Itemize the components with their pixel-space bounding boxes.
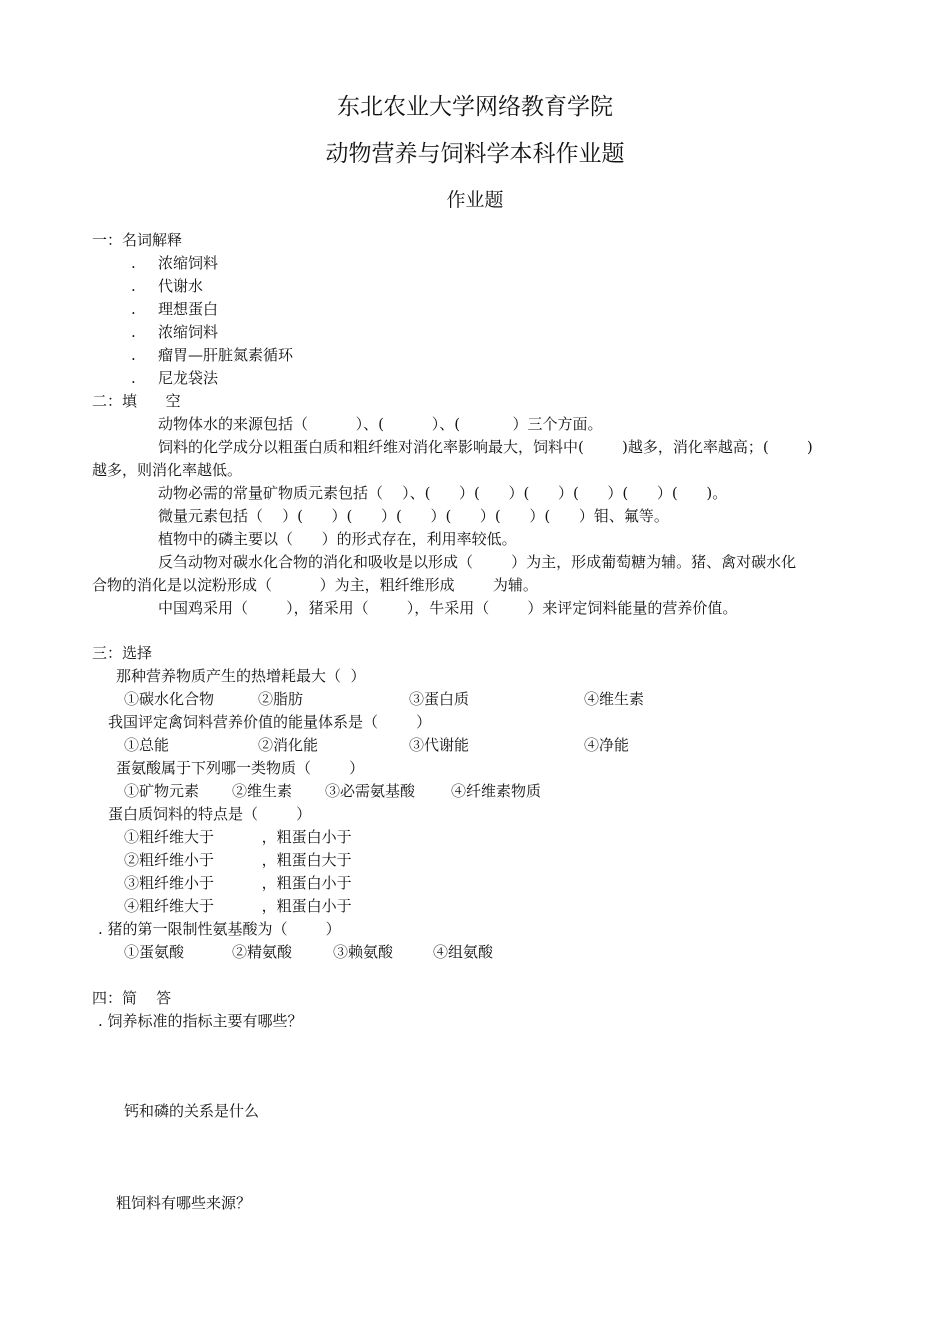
option: ①粗纤维大于 ，粗蛋白小于 <box>124 828 352 846</box>
term-item: 理想蛋白 <box>158 300 219 318</box>
assignment-title: 作业题 <box>446 189 504 211</box>
question-stem: 那种营养物质产生的热增耗最大（ ） <box>116 667 366 685</box>
option: ①碳水化合物 <box>124 690 215 708</box>
fill-line: 中国鸡采用（ ），猪采用（ ），牛采用（ ）来评定饲料能量的营养价值。 <box>158 599 738 617</box>
fill-line: 植物中的磷主要以（ ）的形式存在，利用率较低。 <box>158 530 517 548</box>
short-answer-question: . 饲养标准的指标主要有哪些？ <box>98 1012 303 1030</box>
fill-line: 微量元素包括（ ）( ）( ）( ）( ）( ）( ）钼、氟等。 <box>158 507 669 525</box>
section3-heading: 三：选择 <box>92 644 153 662</box>
option: ②精氨酸 <box>232 943 293 961</box>
option: ①蛋氨酸 <box>124 943 185 961</box>
short-answer-question: 钙和磷的关系是什么 <box>124 1102 260 1120</box>
list-bullet: . <box>131 323 136 341</box>
list-bullet: . <box>131 254 136 272</box>
question-stem: 蛋白质饲料的特点是（ ） <box>108 805 312 823</box>
option: ③蛋白质 <box>409 690 470 708</box>
section1-heading: 一：名词解释 <box>92 231 183 249</box>
list-bullet: . <box>131 277 136 295</box>
course-title: 动物营养与饲料学本科作业题 <box>325 141 625 167</box>
option: ③代谢能 <box>409 736 470 754</box>
list-bullet: . <box>131 300 136 318</box>
option: ①矿物元素 <box>124 782 200 800</box>
option: ②粗纤维小于 ，粗蛋白大于 <box>124 851 352 869</box>
option: ②消化能 <box>258 736 319 754</box>
fill-line: 饲料的化学成分以粗蛋白质和粗纤维对消化率影响最大，饲料中( )越多，消化率越高；( ) <box>158 438 813 456</box>
option: ④组氨酸 <box>433 943 494 961</box>
option: ①总能 <box>124 736 170 754</box>
question-stem: . 猪的第一限制性氨基酸为（ ） <box>98 920 341 938</box>
list-bullet: . <box>131 369 136 387</box>
list-bullet: . <box>131 346 136 364</box>
fill-line: 越多，则消化率越低。 <box>92 461 243 479</box>
option: ④净能 <box>584 736 630 754</box>
question-stem: 蛋氨酸属于下列哪一类物质（ ） <box>116 759 365 777</box>
fill-line: 反刍动物对碳水化合物的消化和吸收是以形成（ ）为主，形成葡萄糖为辅。猪、禽对碳水化 <box>158 553 797 571</box>
section4-heading: 四：简 答 <box>92 989 172 1007</box>
option: ④纤维素物质 <box>451 782 542 800</box>
institution-title: 东北农业大学网络教育学院 <box>337 94 613 120</box>
term-item: 代谢水 <box>158 277 204 295</box>
term-item: 浓缩饲料 <box>158 323 219 341</box>
option: ②脂肪 <box>258 690 304 708</box>
fill-line: 动物必需的常量矿物质元素包括（ ）、( ）( ）( ）( ）( ）( )。 <box>158 484 728 502</box>
option: ②维生素 <box>232 782 293 800</box>
fill-line: 合物的消化是以淀粉形成（ ）为主，粗纤维形成 为辅。 <box>92 576 538 594</box>
term-item: 浓缩饲料 <box>158 254 219 272</box>
option: ④粗纤维大于 ，粗蛋白小于 <box>124 897 352 915</box>
option: ③必需氨基酸 <box>325 782 416 800</box>
fill-line: 动物体水的来源包括（ ）、( ）、( ）三个方面。 <box>158 415 603 433</box>
term-item: 尼龙袋法 <box>158 369 219 387</box>
term-item: 瘤胃—肝脏氮素循环 <box>158 346 294 364</box>
question-stem: 我国评定禽饲料营养价值的能量体系是（ ） <box>108 713 432 731</box>
option: ③赖氨酸 <box>333 943 394 961</box>
option: ③粗纤维小于 ，粗蛋白小于 <box>124 874 352 892</box>
option: ④维生素 <box>584 690 645 708</box>
short-answer-question: 粗饲料有哪些来源？ <box>116 1194 252 1212</box>
section2-heading: 二：填 空 <box>92 392 181 410</box>
